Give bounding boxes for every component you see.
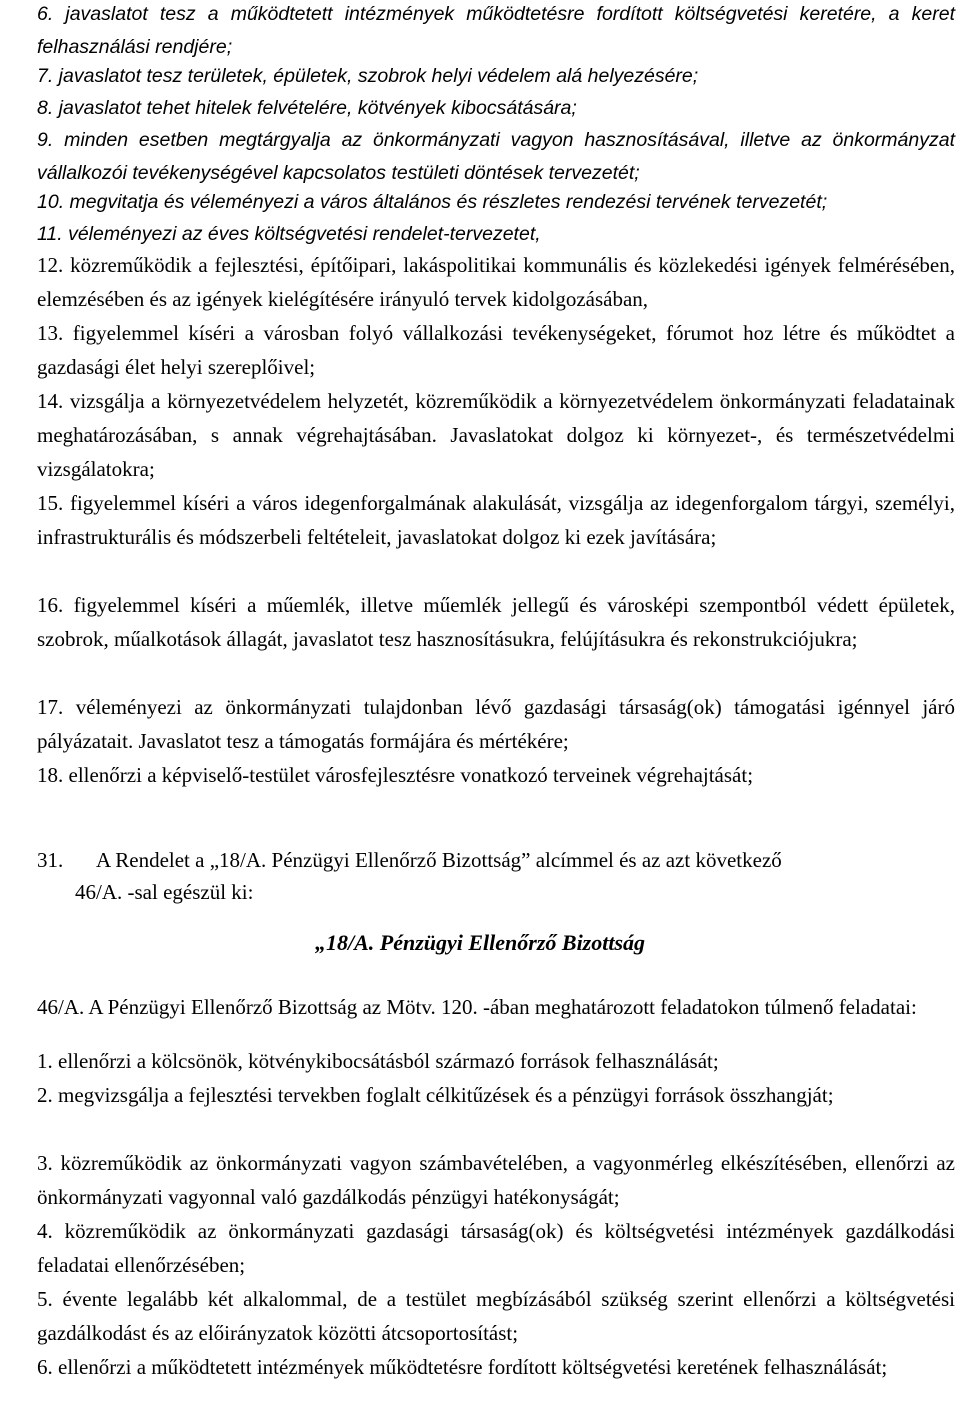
list-item: 8. javaslatot tehet hitelek felvételére, kötvények kibocsátására; (37, 97, 577, 119)
list-item: 13. figyelemmel kíséri a városban folyó vállalkozási tevékenységeket, fórumot hoz létre és működtet a gazdasági élet helyi szereplőivel; (37, 321, 955, 379)
list-item: 5. évente legalább két alkalommal, de a testület megbízásából szükség szerint ellenőrzi a költségvetési gazdálkodást és az előirányzatok közötti átcsoportosítást; (37, 1287, 955, 1345)
intro-paragraph: 46/A. A Pénzügyi Ellenőrző Bizottság az Mötv. 120. -ában meghatározott feladatokon túlmenő feladatai: (37, 995, 917, 1019)
list-item: 12. közreműködik a fejlesztési, építőipari, lakáspolitikai kommunális és közlekedési igények felmérésében, elemzésében és az igények kielégítésére irányuló tervek kidolgozásában, (37, 253, 955, 311)
list-item: 7. javaslatot tesz területek, épületek, szobrok helyi védelem alá helyezésére; (37, 65, 699, 87)
list-item: 2. megvizsgálja a fejlesztési tervekben foglalt célkitűzések és a pénzügyi források összhangját; (37, 1083, 834, 1107)
list-item: 16. figyelemmel kíséri a műemlék, illetve műemlék jellegű és városképi szempontból védett épületek, szobrok, műalkotások állagát, javaslatot tesz hasznosításukra, felújításukra és rekonstrukciójukra; (37, 593, 955, 651)
list-item: 6. javaslatot tesz a működtetett intézmények működtetésre fordított költségvetési keretére, a keret felhasználási rendjére; (37, 3, 955, 58)
list-item: 18. ellenőrzi a képviselő-testület városfejlesztésre vonatkozó terveinek végrehajtását; (37, 763, 754, 787)
section-heading: „18/A. Pénzügyi Ellenőrző Bizottság (314, 930, 646, 955)
list-item: 9. minden esetben megtárgyalja az önkormányzati vagyon hasznosításával, illetve az önkormányzat vállalkozói tevékenységével kapcsolatos testületi döntések tervezetét; (37, 129, 955, 184)
list-item: 11. véleményezi az éves költségvetési rendelet-tervezetet, (37, 223, 541, 245)
list-item: 3. közreműködik az önkormányzati vagyon számbavételében, a vagyonmérleg elkészítésében, ellenőrzi az önkormányzati vagyonnal való gazdálkodás pénzügyi hatékonyságát; (37, 1151, 955, 1209)
section-text-line1: A Rendelet a „18/A. Pénzügyi Ellenőrző Bizottság” alcímmel és az azt következő (96, 848, 782, 872)
section-number: 31. (37, 848, 64, 872)
list-item: 4. közreműködik az önkormányzati gazdasági társaság(ok) és költségvetési intézmények gazdálkodási feladatai ellenőrzésében; (37, 1219, 955, 1277)
section-text-line2: 46/A. -sal egészül ki: (75, 880, 254, 904)
list-item: 15. figyelemmel kíséri a város idegenforgalmának alakulását, vizsgálja az idegenforgalom tárgyi, személyi, infrastrukturális és módszerbeli feltételeit, javaslatokat dolgoz ki ezek javítására; (37, 491, 955, 549)
list-item: 17. véleményezi az önkormányzati tulajdonban lévő gazdasági társaság(ok) támogatási igénnyel járó pályázatait. Javaslatot tesz a támogatás formájára és mértékére; (37, 695, 955, 753)
list-item: 14. vizsgálja a környezetvédelem helyzetét, közreműködik a környezetvédelem önkormányzati feladatainak meghatározásában, s annak végrehajtásában. Javaslatokat dolgoz ki környezet-, és természetvédelmi vizsgálatokra; (37, 389, 955, 481)
list-item: 1. ellenőrzi a kölcsönök, kötvénykibocsátásból származó források felhasználását; (37, 1049, 719, 1073)
list-item: 6. ellenőrzi a működtetett intézmények működtetésre fordított költségvetési keretének felhasználását; (37, 1355, 888, 1379)
list-item: 10. megvitatja és véleményezi a város általános és részletes rendezési tervének tervezetét; (37, 191, 828, 213)
